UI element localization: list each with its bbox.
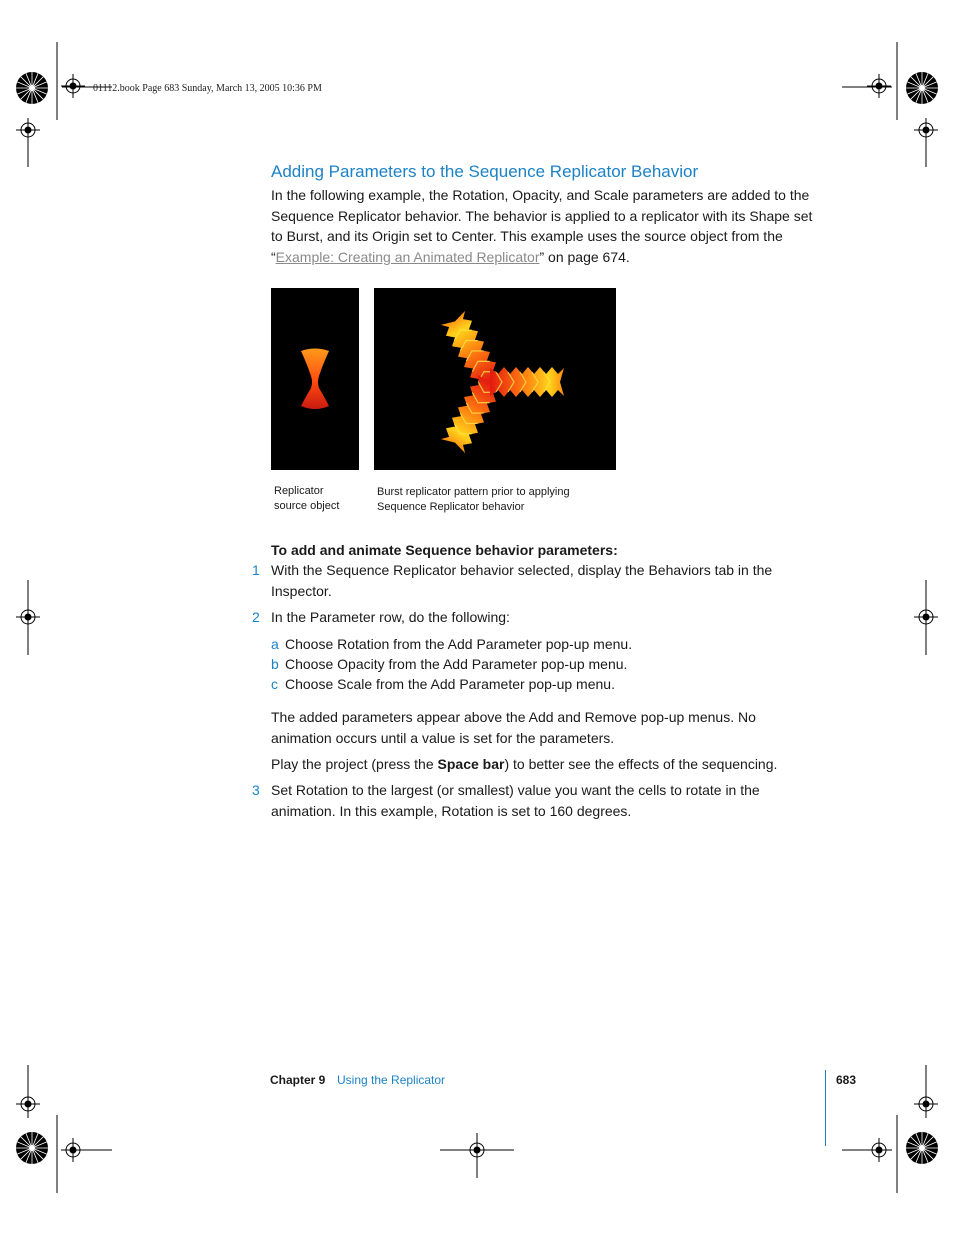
intro-line: Sequence Replicator behavior. The behavior is applied to a replicator with its Shape set bbox=[271, 207, 813, 224]
step-number: 3 bbox=[252, 782, 260, 798]
left-figure-caption bbox=[274, 484, 339, 514]
intro-paragraph bbox=[271, 185, 831, 267]
intro-line: to Burst, and its Origin set to Center. This example uses the source object from the bbox=[271, 228, 783, 244]
step-text bbox=[271, 780, 831, 821]
page-number: 683 bbox=[836, 1073, 857, 1087]
step-text bbox=[271, 560, 831, 601]
note-line: animation occurs until a value is set for the parameters. bbox=[271, 729, 615, 746]
section-heading: Adding Parameters to the Sequence Replicator Behavior bbox=[271, 162, 699, 181]
sub-step bbox=[271, 674, 615, 695]
step-line: With the Sequence Replicator behavior selected, display the Behaviors tab in the bbox=[271, 562, 773, 578]
intro-line: In the following example, the Rotation, Opacity, and Scale parameters are added to the bbox=[271, 187, 810, 203]
right-figure-caption bbox=[377, 485, 570, 515]
caption-line: Burst replicator pattern prior to applying bbox=[377, 486, 570, 498]
caption-line: Replicator bbox=[274, 485, 324, 497]
note-line: The added parameters appear above the Add and Remove pop-up menus. No bbox=[271, 709, 756, 725]
sub-step bbox=[271, 654, 627, 675]
play-text: ) to better see the effects of the sequencing. bbox=[504, 756, 778, 772]
sub-step-text: Choose Rotation from the Add Parameter pop-up menu. bbox=[285, 636, 633, 652]
footer-chapter-label: Chapter 9 bbox=[270, 1073, 326, 1087]
step-number: 2 bbox=[252, 609, 260, 625]
sub-step-text: Choose Scale from the Add Parameter pop-up menu. bbox=[285, 676, 615, 692]
play-paragraph bbox=[271, 754, 777, 775]
sub-step bbox=[271, 634, 632, 655]
step-text: In the Parameter row, do the following: bbox=[271, 609, 510, 625]
step-line: Inspector. bbox=[271, 582, 332, 599]
intro-tail: ” on page 674. bbox=[539, 248, 630, 265]
step-line: Set Rotation to the largest (or smallest) value you want the cells to rotate in the bbox=[271, 782, 760, 798]
replicator-source-figure bbox=[271, 288, 359, 470]
burst-replicator-figure bbox=[374, 288, 616, 470]
step-line: animation. In this example, Rotation is set to 160 degrees. bbox=[271, 802, 632, 819]
procedure-title: To add and animate Sequence behavior parameters: bbox=[271, 542, 618, 558]
book-info-header: 01112.book Page 683 Sunday, March 13, 2005 10:36 PM bbox=[93, 83, 322, 94]
note-paragraph bbox=[271, 707, 831, 748]
caption-line: Sequence Replicator behavior bbox=[377, 501, 525, 513]
open-quote: “ bbox=[271, 248, 276, 265]
sub-step-text: Choose Opacity from the Add Parameter pop-up menu. bbox=[285, 656, 628, 672]
play-text: Play the project (press the bbox=[271, 756, 438, 772]
cross-reference-link[interactable]: Example: Creating an Animated Replicator bbox=[275, 248, 540, 265]
sub-step-letter: a bbox=[271, 636, 279, 652]
caption-line: source object bbox=[274, 500, 340, 512]
space-bar-key: Space bar bbox=[437, 756, 505, 772]
step-number: 1 bbox=[252, 562, 260, 578]
footer-divider bbox=[825, 1070, 826, 1146]
footer-chapter-title: Using the Replicator bbox=[337, 1073, 446, 1087]
intro-line bbox=[271, 247, 831, 268]
sub-step-letter: c bbox=[271, 676, 278, 692]
sub-step-letter: b bbox=[271, 656, 279, 672]
